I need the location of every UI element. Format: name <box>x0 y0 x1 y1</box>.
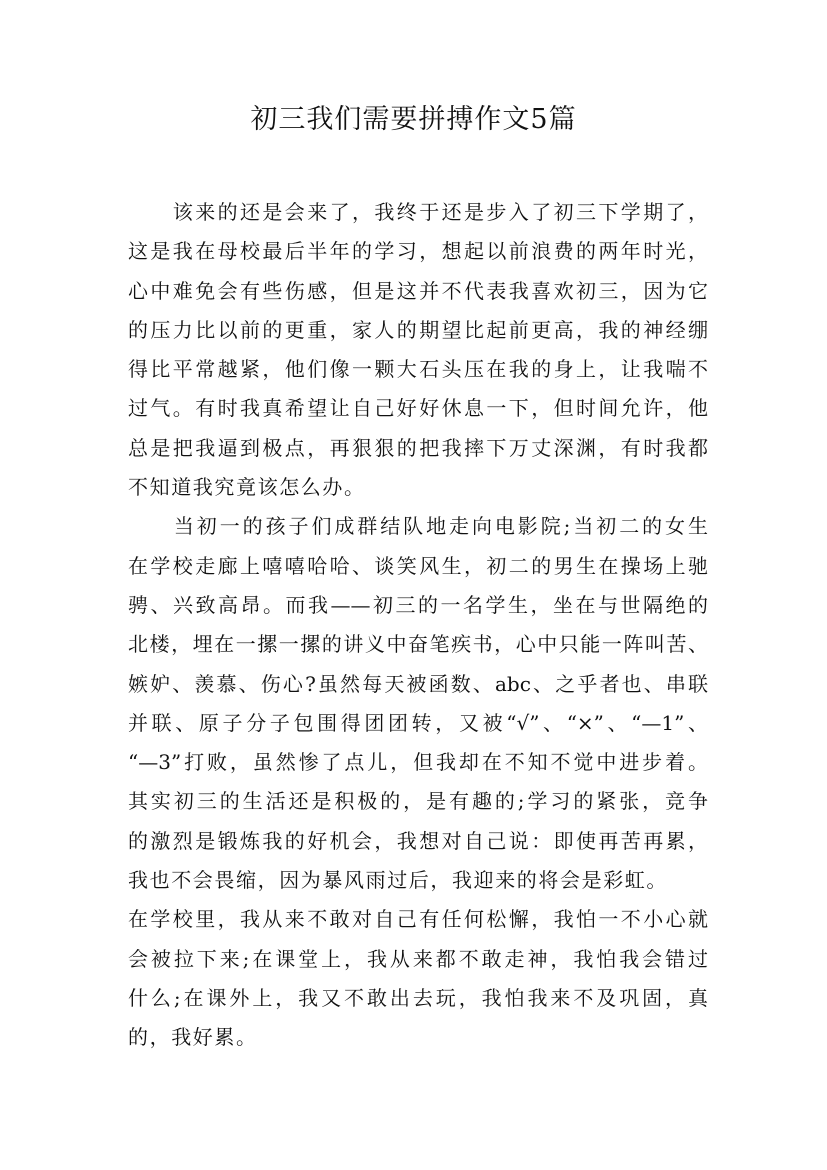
text-line: 北楼，埋在一摞一摞的讲义中奋笔疾书，心中只能一阵叫苦、 <box>128 632 708 657</box>
text-line: 的压力比以前的更重，家人的期望比起前更高，我的神经绷 <box>128 317 708 342</box>
text-line: 在学校走廊上嘻嘻哈哈、谈笑风生，初二的男生在操场上驰 <box>128 553 708 578</box>
text-line: 得比平常越紧，他们像一颗大石头压在我的身上，让我喘不 <box>128 357 708 382</box>
text-line: 并联、原子分子包围得团团转，又被“√”、“×”、“—1”、 <box>128 710 708 735</box>
text-line: 嫉妒、羡慕、伤心?虽然每天被函数、abc、之乎者也、串联 <box>128 671 708 696</box>
text-line: 骋、兴致高昂。而我——初三的一名学生，坐在与世隔绝的 <box>128 592 708 617</box>
text-line: 的，我好累。 <box>128 1025 258 1050</box>
text-line: 会被拉下来;在课堂上，我从来都不敢走神，我怕我会错过 <box>128 946 708 971</box>
text-line: 的激烈是锻炼我的好机会，我想对自己说：即使再苦再累， <box>128 828 708 853</box>
text-line: 其实初三的生活还是积极的，是有趣的;学习的紧张，竞争 <box>128 789 708 814</box>
document-title: 初三我们需要拼搏作文5篇 <box>250 104 577 135</box>
text-line: 该来的还是会来了，我终于还是步入了初三下学期了， <box>128 200 708 224</box>
text-line: “—3”打败，虽然惨了点儿，但我却在不知不觉中进步着。 <box>128 750 708 775</box>
text-line: 在学校里，我从来不敢对自己有任何松懈，我怕一不小心就 <box>128 907 708 932</box>
text-line: 这是我在母校最后半年的学习，想起以前浪费的两年时光， <box>128 239 708 264</box>
text-line: 不知道我究竟该怎么办。 <box>128 475 366 500</box>
text-line: 心中难免会有些伤感，但是这并不代表我喜欢初三，因为它 <box>128 278 708 303</box>
text-line: 我也不会畏缩，因为暴风雨过后，我迎来的将会是彩虹。 <box>128 868 668 893</box>
text-line: 什么;在课外上，我又不敢出去玩，我怕我来不及巩固，真 <box>128 985 708 1010</box>
document-body <box>128 193 708 1058</box>
text-line: 过气。有时我真希望让自己好好休息一下，但时间允许，他 <box>128 396 708 421</box>
text-line: 当初一的孩子们成群结队地走向电影院;当初二的女生 <box>128 514 708 539</box>
text-line: 总是把我逼到极点，再狠狠的把我摔下万丈深渊，有时我都 <box>128 435 708 460</box>
